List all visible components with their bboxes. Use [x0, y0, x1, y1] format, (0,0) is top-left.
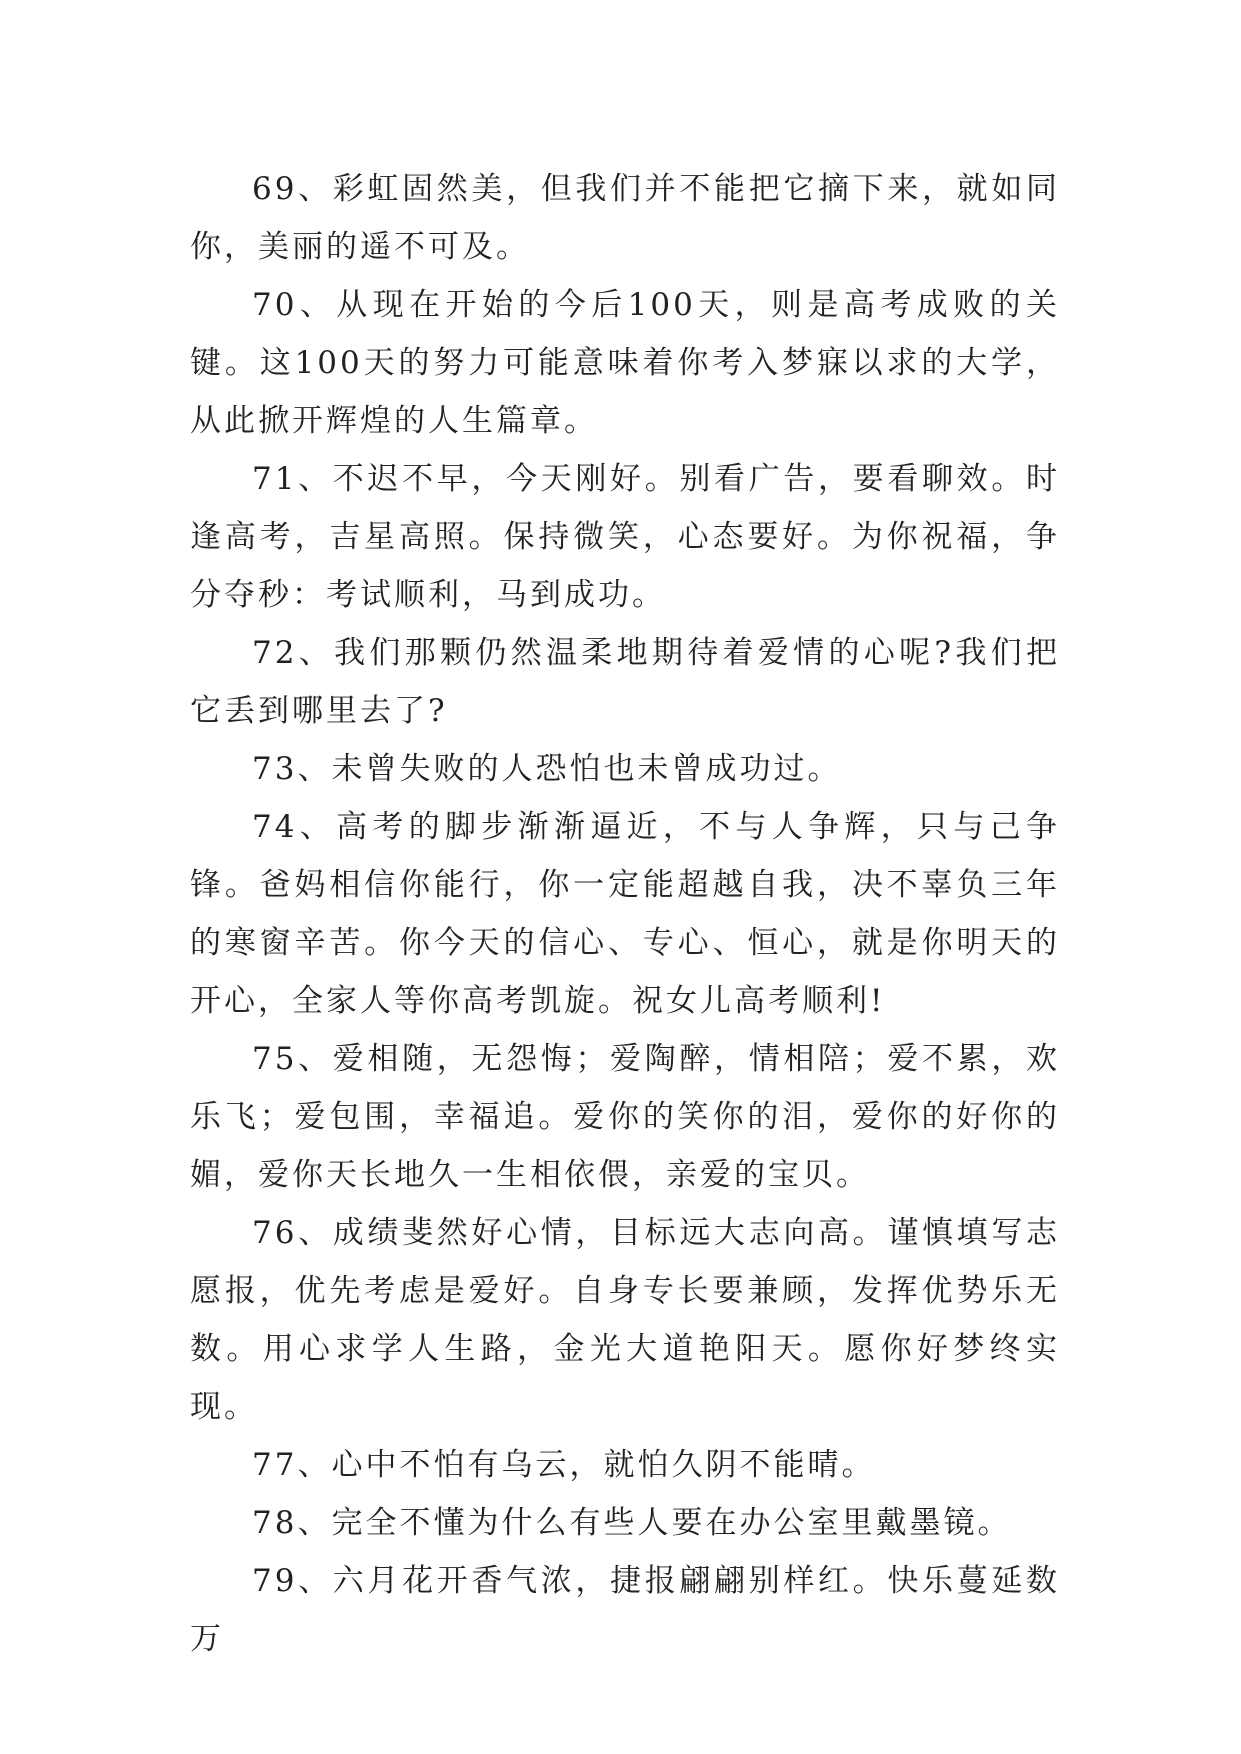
paragraph-73: 73、未曾失败的人恐怕也未曾成功过。: [252, 751, 842, 787]
paragraph-76: 76、成绩斐然好心情，目标远大志向高。谨慎填写志愿报，优先考虑是爱好。自身专长要兼顾，发挥优势乐无数。用心求学人生路，金光大道艳阳天。愿你好梦终实现。: [190, 1215, 1060, 1425]
paragraph-77: 77、心中不怕有乌云，就怕久阴不能晴。: [252, 1447, 876, 1483]
document-body: [190, 160, 1060, 1668]
paragraph-71: 71、不迟不早，今天刚好。别看广告，要看聊效。时逢高考，吉星高照。保持微笑，心态要好。为你祝福，争分夺秒：考试顺利，马到成功。: [190, 461, 1060, 613]
paragraph-70: 70、从现在开始的今后100天，则是高考成败的关键。这100天的努力可能意味着你考入梦寐以求的大学，从此掀开辉煌的人生篇章。: [190, 287, 1060, 439]
paragraph-72: 72、我们那颗仍然温柔地期待着爱情的心呢?我们把它丢到哪里去了?: [190, 635, 1060, 729]
paragraph-75: 75、爱相随，无怨悔；爱陶醉，情相陪；爱不累，欢乐飞；爱包围，幸福追。爱你的笑你的泪，爱你的好你的媚，爱你天长地久一生相依偎，亲爱的宝贝。: [190, 1041, 1060, 1193]
paragraph-74: 74、高考的脚步渐渐逼近，不与人争辉，只与己争锋。爸妈相信你能行，你一定能超越自我，决不辜负三年的寒窗辛苦。你今天的信心、专心、恒心，就是你明天的开心，全家人等你高考凯旋。祝女儿高考顺利!: [190, 809, 1060, 1019]
paragraph-79: 79、六月花开香气浓，捷报翩翩别样红。快乐蔓延数万: [190, 1563, 1060, 1657]
paragraph-78: 78、完全不懂为什么有些人要在办公室里戴墨镜。: [252, 1505, 1012, 1541]
paragraph-69: 69、彩虹固然美，但我们并不能把它摘下来，就如同你，美丽的遥不可及。: [190, 171, 1060, 265]
